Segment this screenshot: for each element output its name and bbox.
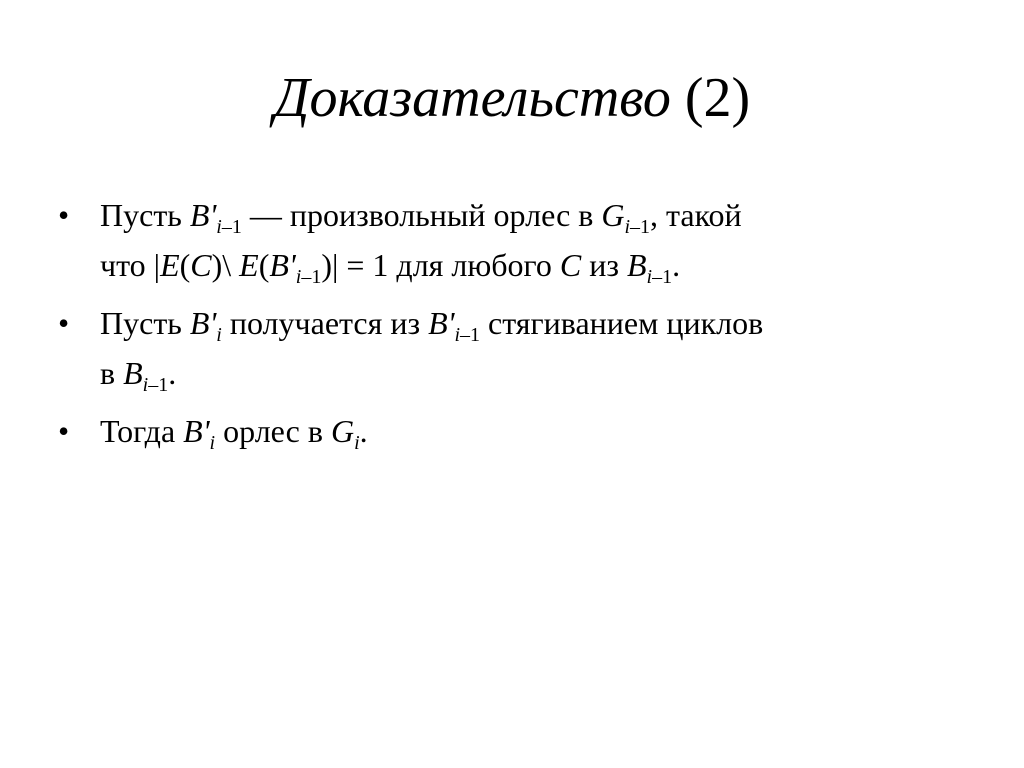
subscript-minus-one: –1 — [652, 266, 673, 288]
bullet-item-2 — [58, 298, 958, 398]
subscript-i: i — [216, 324, 222, 346]
math-g: G — [601, 197, 625, 233]
subscript-minus-one: –1 — [301, 266, 322, 288]
subscript — [647, 266, 673, 288]
math-b-prime: B' — [189, 305, 217, 341]
math-b: B — [123, 355, 143, 391]
bullet-1-line-1 — [100, 190, 958, 240]
text: Пусть — [100, 197, 190, 233]
math-b-prime: B' — [189, 197, 217, 233]
text: . — [359, 413, 368, 449]
title-suffix: (2) — [684, 67, 751, 129]
math-e: E — [239, 247, 259, 283]
text: из — [581, 247, 627, 283]
subscript — [296, 266, 322, 288]
subscript-i: i — [142, 374, 149, 396]
bullet-list — [58, 190, 958, 464]
bullet-1-line-2 — [100, 240, 958, 290]
bullet-dot: • — [58, 197, 70, 233]
math-g: G — [330, 413, 355, 449]
subscript-i: i — [454, 324, 461, 346]
subscript — [143, 374, 169, 396]
math-b-prime: B' — [183, 413, 210, 449]
slide-title — [0, 62, 1024, 134]
text: ( — [258, 247, 270, 283]
text: )| = 1 для любого — [321, 247, 560, 283]
subscript — [216, 216, 242, 238]
text: Тогда — [100, 413, 184, 449]
text: орлес в — [215, 413, 331, 449]
math-b-prime: B' — [428, 305, 455, 341]
bullet-item-1 — [58, 190, 958, 290]
text: . — [672, 247, 681, 283]
subscript-i: i — [624, 216, 631, 238]
text: получается из — [221, 305, 429, 341]
text: в — [100, 355, 124, 391]
math-b-prime: B' — [269, 247, 296, 283]
subscript-minus-one: –1 — [630, 216, 651, 238]
text: )\ — [211, 247, 240, 283]
bullet-item-3 — [58, 406, 958, 456]
bullet-dot: • — [58, 305, 70, 341]
subscript-i: i — [646, 266, 653, 288]
math-c: C — [559, 247, 582, 283]
subscript-minus-one: –1 — [221, 216, 242, 238]
bullet-3-line-1 — [100, 406, 958, 456]
bullet-2-line-2 — [100, 348, 958, 398]
text: — произвольный орлес в — [241, 197, 602, 233]
text: ( — [179, 247, 191, 283]
math-b: B — [626, 247, 647, 283]
subscript-i: i — [354, 432, 360, 454]
subscript-i: i — [209, 432, 216, 454]
math-e: E — [160, 247, 180, 283]
subscript-minus-one: –1 — [460, 324, 481, 346]
math-c: C — [190, 247, 212, 283]
bullet-2-line-1 — [100, 298, 958, 348]
title-main: Доказательство — [273, 67, 671, 129]
subscript-i: i — [216, 216, 222, 238]
text: Пусть — [100, 305, 190, 341]
text: что | — [100, 247, 161, 283]
text: . — [168, 355, 177, 391]
text: стягиванием циклов — [480, 305, 764, 341]
subscript-i: i — [295, 266, 302, 288]
text: , такой — [650, 197, 742, 233]
subscript-minus-one: –1 — [148, 374, 169, 396]
subscript — [624, 216, 650, 238]
bullet-dot: • — [58, 413, 70, 449]
subscript — [454, 324, 480, 346]
